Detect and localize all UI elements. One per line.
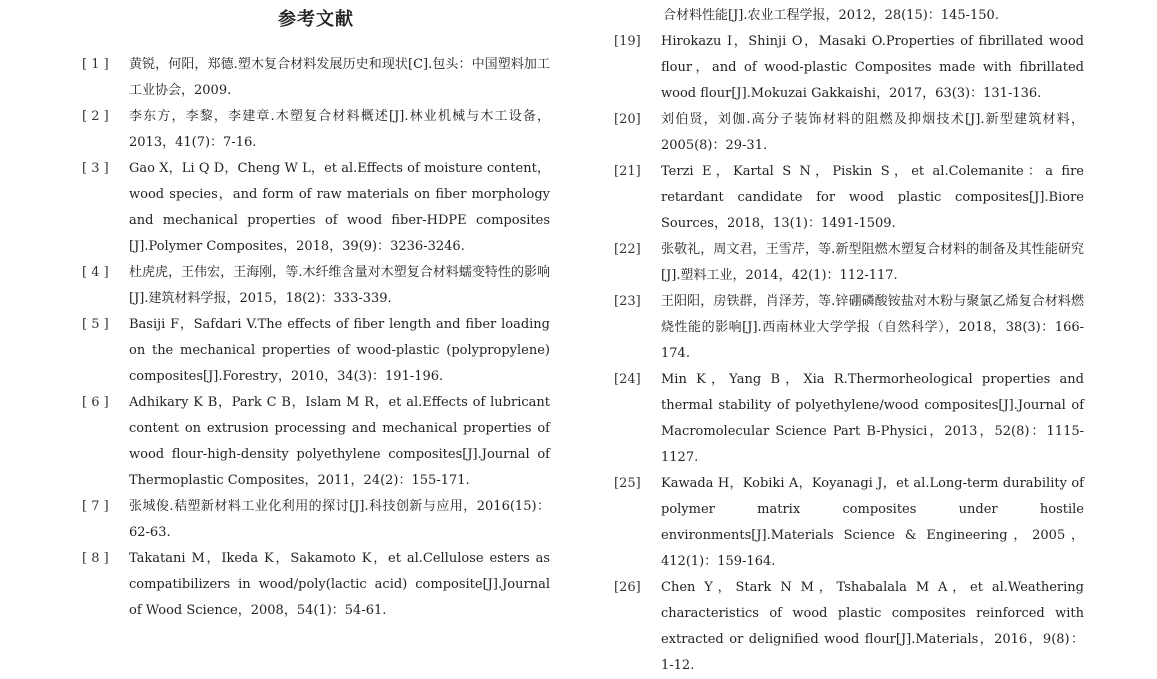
reference-text-22: 张敬礼，周文君，王雪芹，等.新型阻燃木塑复合材料的制备及其性能研究[J].塑料工业，2014，42(1)：112-117. (661, 242, 1084, 283)
reference-text-25: Kawada H，Kobiki A，Koyanagi J，et al.Long-term durability of polymer matrix composites under hostile environments[J].Materials Science & Engineering，2005，412(1)：159-164. (661, 476, 1084, 569)
reference-number-22: [22] (614, 242, 641, 257)
reference-number-3: [ 3 ] (82, 161, 109, 176)
reference-text-23: 王阳阳，房铁群，肖泽芳，等.锌硼磷酸铵盐对木粉与聚氯乙烯复合材料燃烧性能的影响[J].西南林业大学学报（自然科学），2018，38(3)：166-174. (661, 294, 1084, 361)
reference-text-6: Adhikary K B，Park C B，Islam M R，et al.Effects of lubricant content on extrusion processing and mechanical properties of wood flour-high-density polyethylene composites[J].Journal of Thermoplastic Composites，2011，24(2)：155-171. (129, 395, 550, 488)
reference-entry-21 (614, 159, 1084, 237)
reference-entry-3 (82, 156, 550, 260)
reference-text-4: 杜虎虎，王伟宏，王海刚，等.木纤维含量对木塑复合材料蠕变特性的影响[J].建筑材料学报，2015，18(2)：333-339. (129, 265, 550, 306)
reference-entry-19 (614, 29, 1084, 107)
reference-entry-5 (82, 312, 550, 390)
reference-number-24: [24] (614, 372, 641, 387)
reference-number-8: [ 8 ] (82, 551, 109, 566)
reference-entry-7 (82, 494, 550, 546)
reference-entry-1 (82, 52, 550, 104)
reference-text-1: 黄锐，何阳，郑德.塑木复合材料发展历史和现状[C].包头：中国塑料加工工业协会，2009. (129, 57, 550, 98)
reference-continuation (614, 3, 1084, 29)
reference-text-24: Min K，Yang B，Xia R.Thermorheological properties and thermal stability of polyethylene/wood composites[J].Journal of Macromolecular Science Part B-Physici，2013，52(8)：1115-1127. (661, 372, 1084, 465)
reference-number-1: [ 1 ] (82, 57, 109, 72)
reference-continuation-text: 合材料性能[J].农业工程学报，2012，28(15)：145-150. (663, 8, 999, 23)
reference-text-20: 刘伯贤，刘伽.高分子装饰材料的阻燃及抑烟技术[J].新型建筑材料，2005(8)：29-31. (661, 112, 1084, 153)
reference-entry-4 (82, 260, 550, 312)
reference-entry-20 (614, 107, 1084, 159)
reference-entry-8 (82, 546, 550, 624)
reference-entry-23 (614, 289, 1084, 367)
reference-entry-26 (614, 575, 1084, 679)
reference-number-26: [26] (614, 580, 641, 595)
reference-number-23: [23] (614, 294, 641, 309)
reference-text-21: Terzi E，Kartal S N，Piskin S，et al.Colemanite：a fire retardant candidate for wood plastic composites[J].Biore Sources，2018，13(1)：1491-1509. (661, 164, 1084, 231)
reference-number-2: [ 2 ] (82, 109, 109, 124)
left-reference-list (82, 52, 550, 624)
reference-number-5: [ 5 ] (82, 317, 109, 332)
reference-entry-2 (82, 104, 550, 156)
reference-number-7: [ 7 ] (82, 499, 109, 514)
reference-number-6: [ 6 ] (82, 395, 109, 410)
reference-number-19: [19] (614, 34, 641, 49)
reference-number-20: [20] (614, 112, 641, 127)
page-title: 参考文献 (278, 9, 354, 30)
reference-number-25: [25] (614, 476, 641, 491)
reference-text-2: 李东方，李黎，李建章.木塑复合材料概述[J].林业机械与木工设备，2013，41(7)：7-16. (129, 109, 550, 150)
reference-number-4: [ 4 ] (82, 265, 109, 280)
reference-text-8: Takatani M，Ikeda K，Sakamoto K，et al.Cellulose esters as compatibilizers in wood/poly(lactic acid) composite[J].Journal of Wood Science，2008，54(1)：54-61. (129, 551, 550, 618)
reference-entry-6 (82, 390, 550, 494)
reference-text-3: Gao X，Li Q D，Cheng W L，et al.Effects of moisture content，wood species，and form of raw materials on fiber morphology and mechanical properties of wood fiber-HDPE composites [J].Polymer Composites，2018，39(9)：3236-3246. (129, 161, 550, 254)
right-reference-list (614, 3, 1084, 679)
reference-text-7: 张城俊.秸塑新材料工业化利用的探讨[J].科技创新与应用，2016(15)：62-63. (129, 499, 550, 540)
reference-text-26: Chen Y，Stark N M，Tshabalala M A，et al.Weathering characteristics of wood plastic composites reinforced with extracted or delignified wood flour[J].Materials，2016，9(8)：1-12. (661, 580, 1084, 673)
reference-text-5: Basiji F，Safdari V.The effects of fiber length and fiber loading on the mechanical properties of wood-plastic (polypropylene) composites[J].Forestry，2010，34(3)：191-196. (129, 317, 550, 384)
reference-text-19: Hirokazu I，Shinji O，Masaki O.Properties of fibrillated wood flour，and of wood-plastic Composites made with fibrillated wood flour[J].Mokuzai Gakkaishi，2017，63(3)：131-136. (661, 34, 1084, 101)
reference-number-21: [21] (614, 164, 641, 179)
reference-entry-25 (614, 471, 1084, 575)
reference-entry-22 (614, 237, 1084, 289)
reference-entry-24 (614, 367, 1084, 471)
